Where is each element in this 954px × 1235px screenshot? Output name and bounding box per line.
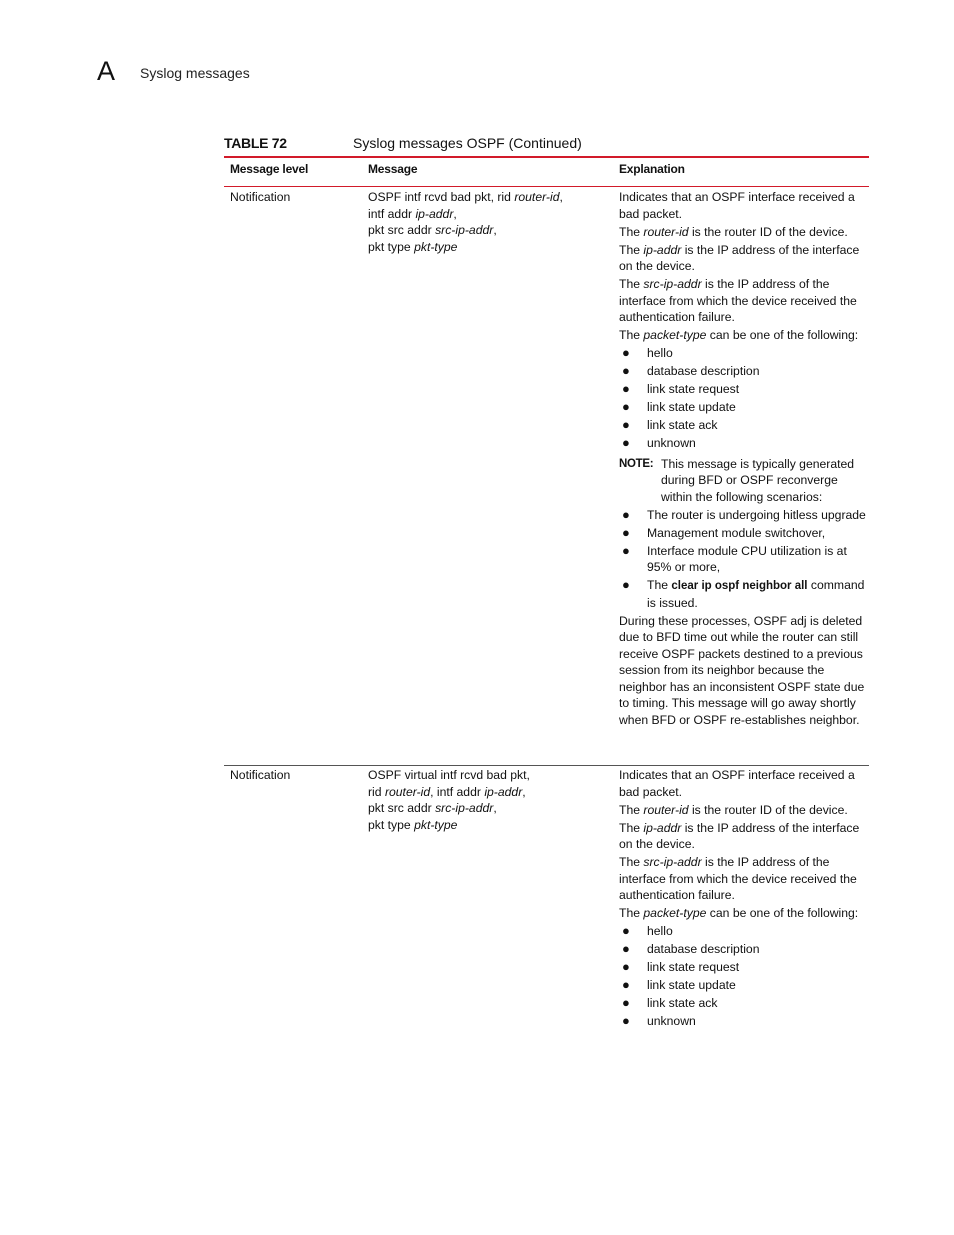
table-title: Syslog messages OSPF (Continued) [353, 135, 582, 151]
bullet-icon: ● [622, 417, 630, 432]
bullet-icon: ● [622, 506, 630, 522]
exp-packet-type: The packet-type can be one of the following: [619, 906, 859, 920]
row1-explanation [619, 189, 869, 730]
scenario-list [619, 507, 869, 612]
caption-rule [224, 156, 869, 158]
row-divider [224, 765, 869, 766]
chapter-letter: A [97, 56, 116, 86]
column-header-message-level: Message level [230, 162, 309, 176]
column-header-message: Message [368, 162, 418, 176]
list-item: ● link state ack [622, 995, 718, 1010]
list-item: ● link state update [622, 977, 736, 992]
header-rule [224, 186, 869, 187]
list-item: ● database description [622, 941, 760, 956]
bullet-icon: ● [622, 524, 630, 540]
bullet-icon: ● [622, 995, 630, 1010]
row1-message: OSPF intf rcvd bad pkt, rid router-id, intf addr ip-addr, pkt src addr src-ip-addr, pkt type pkt-type [368, 190, 563, 254]
bullet-icon: ● [622, 941, 630, 956]
list-item: ● The clear ip ospf neighbor all command is issued. [622, 577, 865, 610]
bullet-icon: ● [622, 1013, 630, 1028]
exp-src-ip-addr: The src-ip-addr is the IP address of the interface from which the device received the authentication failure. [619, 855, 857, 902]
row2-level: Notification [230, 768, 291, 782]
list-item: ● hello [622, 923, 673, 938]
bullet-icon: ● [622, 399, 630, 414]
exp-ip-addr: The ip-addr is the IP address of the interface on the device. [619, 242, 860, 273]
packet-type-list [619, 345, 869, 452]
bullet-icon: ● [622, 977, 630, 992]
table-number: TABLE 72 [224, 135, 287, 151]
row1-level: Notification [230, 190, 291, 204]
exp-src-ip-addr: The src-ip-addr is the IP address of the interface from which the device received the authentication failure. [619, 277, 857, 324]
exp-packet-type: The packet-type can be one of the following: [619, 328, 859, 342]
list-item: ● link state request [622, 381, 740, 396]
list-item: ● Management module switchover, [622, 524, 826, 540]
list-item: ● link state ack [622, 417, 718, 432]
bullet-icon: ● [622, 923, 630, 938]
note [619, 456, 869, 506]
row2-explanation [619, 767, 869, 1031]
exp-ip-addr: The ip-addr is the IP address of the interface on the device. [619, 820, 860, 851]
list-item: ● The router is undergoing hitless upgrade [622, 506, 866, 522]
list-item: ● database description [622, 363, 760, 378]
exp-router-id: The router-id is the router ID of the device. [619, 224, 848, 239]
packet-type-list [619, 923, 869, 1030]
exp-intro: Indicates that an OSPF interface received a bad packet. [619, 768, 855, 799]
column-header-explanation: Explanation [619, 162, 685, 176]
list-item: ● unknown [622, 435, 696, 450]
bullet-icon: ● [622, 577, 630, 592]
section-title: Syslog messages [140, 65, 250, 81]
list-item: ● Interface module CPU utilization is at 95% or more, [622, 542, 847, 574]
bullet-icon: ● [622, 381, 630, 396]
list-item: ● hello [622, 345, 673, 360]
list-item: ● unknown [622, 1013, 696, 1028]
exp-router-id: The router-id is the router ID of the device. [619, 802, 848, 817]
exp-closing: During these processes, OSPF adj is deleted due to BFD time out while the router can still receive OSPF packets destined to a previous session from its neighbor because the neighbor has an inconsistent OSPF state due to timing. This message will go away shortly when BFD or OSPF re-establishes neighbor. [619, 613, 865, 727]
exp-intro: Indicates that an OSPF interface received a bad packet. [619, 190, 855, 221]
note-text: This message is typically generated during BFD or OSPF reconverge within the following scenarios: [661, 456, 855, 504]
row2-message: OSPF virtual intf rcvd bad pkt, rid router-id, intf addr ip-addr, pkt src addr src-ip-addr, pkt type pkt-type [368, 768, 530, 832]
bullet-icon: ● [622, 345, 630, 360]
table-header-row [224, 160, 869, 184]
bullet-icon: ● [622, 435, 630, 450]
list-item: ● link state update [622, 399, 736, 414]
list-item: ● link state request [622, 959, 740, 974]
bullet-icon: ● [622, 959, 630, 974]
note-label: NOTE: [619, 457, 654, 470]
bullet-icon: ● [622, 363, 630, 378]
bullet-icon: ● [622, 542, 630, 558]
